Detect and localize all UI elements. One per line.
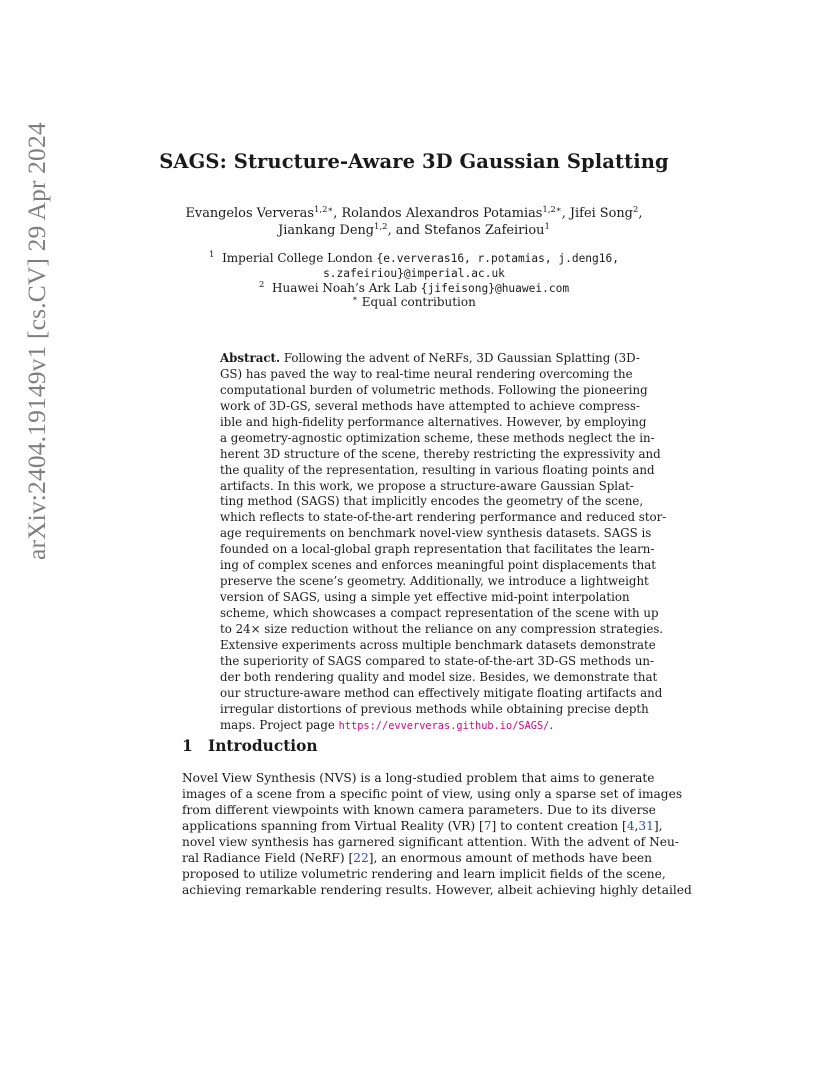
abstract-text: version of SAGS, using a simple yet effective mid-point interpolation bbox=[220, 590, 630, 605]
body-text-segment: ral Radiance Field (NeRF) [ bbox=[182, 851, 354, 865]
abstract-text: a geometry-agnostic optimization scheme, these methods neglect the in- bbox=[220, 430, 655, 445]
abstract-text: Extensive experiments across multiple benchmark datasets demonstrate bbox=[220, 637, 656, 652]
abstract-label: Abstract. bbox=[220, 351, 281, 365]
body-text-line bbox=[182, 850, 652, 866]
author-name: , Jifei Song bbox=[561, 206, 633, 221]
body-text-line: images of a scene from a specific point of view, using only a sparse set of images bbox=[182, 787, 683, 801]
body-text-segment: ], an enormous amount of methods have been bbox=[368, 851, 652, 865]
citation-link[interactable]: 4 bbox=[626, 819, 635, 833]
affiliation-mark: 1 bbox=[209, 250, 215, 260]
abstract-line bbox=[220, 414, 647, 431]
abstract-text: artifacts. In this work, we propose a structure-aware Gaussian Splat- bbox=[220, 478, 634, 493]
author-name: Evangelos Ververas bbox=[185, 206, 314, 221]
body-text-line: Novel View Synthesis (NVS) is a long-studied problem that aims to generate bbox=[182, 771, 655, 785]
abstract-line bbox=[220, 398, 640, 415]
author-affiliation-mark: 2 bbox=[632, 205, 639, 215]
abstract-text: GS) has paved the way to real-time neural rendering overcoming the bbox=[220, 366, 633, 381]
abstract-text: age requirements on benchmark novel-view synthesis datasets. SAGS is bbox=[220, 526, 652, 541]
abstract-text: our structure-aware method can effectively mitigate floating artifacts and bbox=[220, 685, 663, 700]
abstract-line bbox=[220, 574, 649, 590]
abstract-line bbox=[220, 430, 655, 447]
affiliation-email: {jifeisong}@huawei.com bbox=[420, 282, 570, 295]
author-name: Jiankang Deng bbox=[278, 223, 375, 238]
abstract-line bbox=[220, 351, 640, 367]
author-name: , Rolandos Alexandros Potamias bbox=[333, 206, 543, 221]
body-text-line: from different viewpoints with known camera parameters. Due to its diverse bbox=[182, 803, 656, 817]
abstract-line bbox=[220, 462, 655, 479]
abstract-text: preserve the scene’s geometry. Additionally, we introduce a lightweight bbox=[220, 574, 649, 589]
abstract-line bbox=[220, 510, 667, 526]
abstract-text: to 24× size reduction without the reliance on any compression strategies. bbox=[220, 621, 664, 636]
abstract-text: ible and high-fidelity performance alternatives. However, by employing bbox=[220, 414, 647, 429]
affiliation-emails: s.zafeiriou}@imperial.ac.uk bbox=[323, 267, 505, 280]
affiliation-2 bbox=[0, 281, 828, 295]
author-affiliation-mark: 1,2∗ bbox=[313, 205, 334, 215]
citation-link[interactable]: 7 bbox=[483, 819, 492, 833]
author-name: , and Stefanos Zafeiriou bbox=[387, 223, 545, 238]
body-text-line: novel view synthesis has garnered significant attention. With the advent of Neu- bbox=[182, 835, 679, 849]
abstract-text: maps. Project page bbox=[220, 717, 339, 732]
citation-separator: , bbox=[634, 819, 639, 833]
citation-link[interactable]: 22 bbox=[353, 851, 369, 865]
abstract-text: . bbox=[549, 717, 554, 732]
abstract-line bbox=[220, 526, 652, 542]
arxiv-identifier-stamp: arXiv:2404.19149v1 [cs.CV] 29 Apr 2024 bbox=[22, 122, 51, 560]
section-number: 1 bbox=[182, 737, 193, 755]
author-affiliation-mark: 1,2 bbox=[374, 222, 388, 232]
section-heading: Introduction bbox=[208, 737, 318, 755]
abstract-text: der both rendering quality and model size. Besides, we demonstrate that bbox=[220, 669, 658, 684]
abstract-line bbox=[220, 653, 655, 670]
author-list-line-1 bbox=[0, 206, 828, 221]
abstract-line bbox=[220, 718, 610, 735]
abstract-text: work of 3D-GS, several methods have attempted to achieve compress- bbox=[220, 398, 640, 413]
abstract-text: ting method (SAGS) that implicitly encodes the geometry of the scene, bbox=[220, 494, 644, 509]
citation-link[interactable]: 31 bbox=[638, 819, 654, 833]
author-separator: , bbox=[638, 206, 643, 221]
abstract-line bbox=[220, 606, 659, 622]
abstract-text: computational burden of volumetric methods. Following the pioneering bbox=[220, 382, 648, 397]
body-text-line bbox=[182, 818, 663, 834]
author-affiliation-mark: 1 bbox=[544, 222, 550, 232]
abstract-text: the quality of the representation, resulting in various floating points and bbox=[220, 462, 655, 477]
affiliation-name: Imperial College London bbox=[222, 251, 377, 265]
abstract-line bbox=[220, 701, 649, 718]
abstract-line bbox=[220, 637, 656, 654]
author-affiliation-mark: 1,2∗ bbox=[542, 205, 562, 215]
affiliation-mark: 2 bbox=[258, 280, 265, 290]
affiliation-1-continued bbox=[0, 266, 828, 280]
abstract-text: which reflects to state-of-the-art rendering performance and reduced stor- bbox=[220, 510, 667, 525]
abstract-text: the superiority of SAGS compared to state-of-the-art 3D-GS methods un- bbox=[220, 653, 655, 668]
abstract-line bbox=[220, 558, 657, 574]
abstract-line bbox=[220, 669, 658, 686]
abstract-text: herent 3D structure of the scene, thereby restricting the expressivity and bbox=[220, 446, 661, 461]
body-text-segment: ] to content creation [ bbox=[491, 819, 627, 833]
body-text-segment: ], bbox=[653, 819, 663, 833]
equal-contribution-note bbox=[0, 295, 828, 309]
abstract-line bbox=[220, 494, 644, 510]
abstract-text: irregular distortions of previous methods while obtaining precise depth bbox=[220, 701, 649, 716]
body-text-line: achieving remarkable rendering results. However, albeit achieving highly detailed bbox=[182, 883, 692, 897]
abstract-line bbox=[220, 685, 663, 702]
affiliation-name: Huawei Noah’s Ark Lab bbox=[272, 281, 421, 295]
body-text-line: proposed to utilize volumetric rendering and learn implicit fields of the scene, bbox=[182, 867, 666, 881]
abstract-line bbox=[220, 382, 648, 399]
abstract-line bbox=[220, 478, 634, 495]
abstract-text: Following the advent of NeRFs, 3D Gaussian Splatting (3D- bbox=[280, 351, 640, 365]
abstract-text: scheme, which showcases a compact representation of the scene with up bbox=[220, 606, 659, 621]
abstract-line bbox=[220, 621, 664, 638]
affiliation-1 bbox=[0, 251, 828, 265]
paper-title: SAGS: Structure-Aware 3D Gaussian Splatting bbox=[159, 150, 669, 173]
abstract-text: ing of complex scenes and enforces meaningful point displacements that bbox=[220, 558, 657, 573]
abstract-line bbox=[220, 366, 633, 383]
body-text-segment: applications spanning from Virtual Reality (VR) [ bbox=[182, 819, 484, 833]
abstract-text: founded on a local-global graph representation that facilitates the learn- bbox=[220, 542, 655, 557]
project-page-link[interactable]: https://evververas.github.io/SAGS/ bbox=[338, 719, 550, 732]
abstract-line bbox=[220, 590, 630, 606]
abstract-line bbox=[220, 542, 655, 558]
affiliation-emails: {e.ververas16, r.potamias, j.deng16, bbox=[376, 252, 619, 265]
equal-contribution-mark: ∗ bbox=[352, 294, 358, 304]
author-list-line-2 bbox=[0, 223, 828, 238]
abstract-line bbox=[220, 446, 661, 463]
equal-contribution-text: Equal contribution bbox=[361, 295, 476, 309]
